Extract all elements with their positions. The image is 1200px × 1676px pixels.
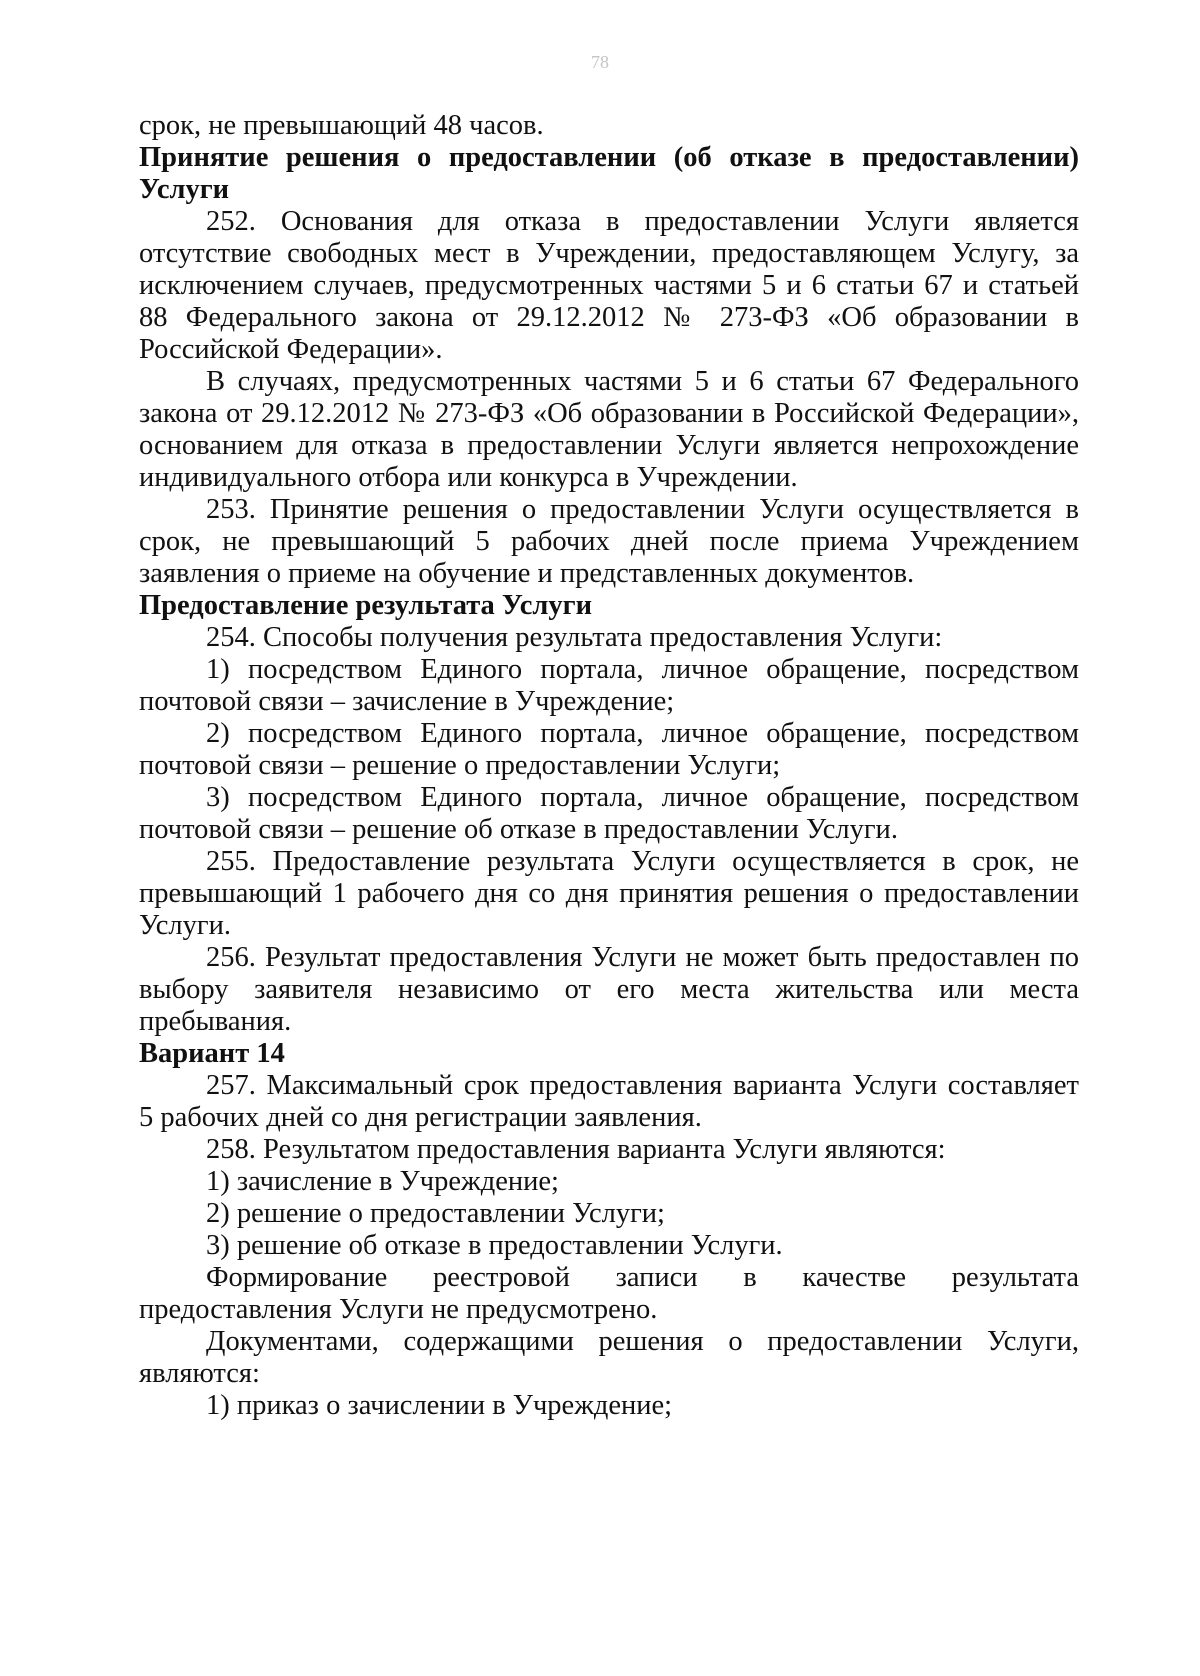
section-heading: Принятие решения о предоставлении (об отказе в предоставлении) Услуги bbox=[139, 142, 1079, 205]
page-number: 78 bbox=[591, 52, 609, 72]
list-item: 1) посредством Единого портала, личное обращение, посредством почтовой связи – зачисление в Учреждение; bbox=[139, 654, 1079, 717]
paragraph: В случаях, предусмотренных частями 5 и 6 статьи 67 Федерального закона от 29.12.2012 № 273-ФЗ «Об образовании в Российской Федерации», основанием для отказа в предоставлении Услуги является непрохождение индивидуального отбора или конкурса в Учреждении. bbox=[139, 366, 1079, 493]
document-body bbox=[139, 110, 1079, 1422]
list-item: 3) решение об отказе в предоставлении Услуги. bbox=[206, 1230, 783, 1261]
list-item: 1) приказ о зачислении в Учреждение; bbox=[206, 1390, 673, 1421]
list-item: 2) решение о предоставлении Услуги; bbox=[206, 1198, 665, 1229]
list-item: 1) зачисление в Учреждение; bbox=[206, 1166, 559, 1197]
list-item: 2) посредством Единого портала, личное обращение, посредством почтовой связи – решение о предоставлении Услуги; bbox=[139, 718, 1079, 781]
list-item: 3) посредством Единого портала, личное обращение, посредством почтовой связи – решение об отказе в предоставлении Услуги. bbox=[139, 782, 1079, 845]
paragraph: 255. Предоставление результата Услуги осуществляется в срок, не превышающий 1 рабочего дня со дня принятия решения о предоставлении Услуги. bbox=[139, 846, 1079, 941]
section-heading: Предоставление результата Услуги bbox=[139, 590, 593, 621]
paragraph: 254. Способы получения результата предоставления Услуги: bbox=[206, 622, 943, 653]
paragraph: 258. Результатом предоставления варианта Услуги являются: bbox=[206, 1134, 946, 1165]
paragraph: 257. Максимальный срок предоставления варианта Услуги составляет 5 рабочих дней со дня регистрации заявления. bbox=[139, 1070, 1079, 1133]
paragraph: 256. Результат предоставления Услуги не может быть предоставлен по выбору заявителя независимо от его места жительства или места пребывания. bbox=[139, 942, 1079, 1037]
paragraph: 252. Основания для отказа в предоставлении Услуги является отсутствие свободных мест в Учреждении, предоставляющем Услугу, за исключением случаев, предусмотренных частями 5 и 6 статьи 67 и статьей 88 Федерального закона от 29.12.2012 № 273-ФЗ «Об образовании в Российской Федерации». bbox=[139, 206, 1079, 365]
paragraph: Формирование реестровой записи в качестве результата предоставления Услуги не предусмотрено. bbox=[139, 1262, 1079, 1325]
paragraph: Документами, содержащими решения о предоставлении Услуги, являются: bbox=[139, 1326, 1079, 1389]
paragraph: 253. Принятие решения о предоставлении Услуги осуществляется в срок, не превышающий 5 рабочих дней после приема Учреждением заявления о приеме на обучение и представленных документов. bbox=[139, 494, 1079, 589]
section-heading: Вариант 14 bbox=[139, 1038, 285, 1069]
paragraph: срок, не превышающий 48 часов. bbox=[139, 110, 544, 141]
